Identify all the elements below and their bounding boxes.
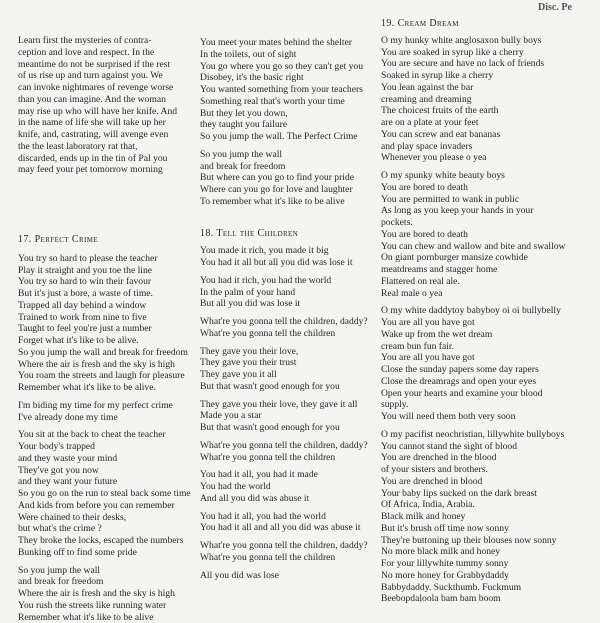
lyric-line: You had it all, you had the world xyxy=(200,511,380,523)
lyric-line: The choicest fruits of the earth xyxy=(381,105,596,117)
lyric-line: I've already done my time xyxy=(18,412,196,424)
lyric-line: and they waste your mind xyxy=(18,453,196,465)
lyric-line: meantime do not be surprised if the rest xyxy=(18,59,196,71)
lyric-line: What're you gonna tell the children xyxy=(200,328,380,340)
lyric-line: are on a plate at your feet xyxy=(381,117,596,129)
lyric-line: You go where you go so they can't get you xyxy=(200,61,380,73)
lyric-line: Where the air is fresh and the sky is high xyxy=(18,588,196,600)
lyric-line: But all you did was lose it xyxy=(200,298,380,310)
lyric-line: You can chew and wallow and bite and swallow xyxy=(381,241,596,253)
lyric-line: You had it all and all you did was abuse it xyxy=(200,522,380,534)
stanza xyxy=(200,540,380,564)
lyric-line: Remember what it's like to be alive. xyxy=(18,382,196,394)
lyric-line: You are bored to death xyxy=(381,229,596,241)
lyric-line: You are bored to death xyxy=(381,182,596,194)
perfect-crime-lyrics xyxy=(18,253,196,623)
lyric-line: supply. xyxy=(381,399,596,411)
stanza xyxy=(200,245,380,269)
lyric-line: ception and love and respect. In the xyxy=(18,47,196,59)
lyric-line: knife, and, castrating, will avenge even xyxy=(18,129,196,141)
lyric-line: But it's brush off time now sonny xyxy=(381,523,596,535)
stanza xyxy=(200,149,380,208)
stanza xyxy=(200,346,380,393)
lyric-line: Soaked in syrup like a cherry xyxy=(381,70,596,82)
cream-dream-lyrics xyxy=(381,35,596,605)
stanza xyxy=(200,570,380,582)
lyric-line: You are permitted to wank in public xyxy=(381,194,596,206)
lyric-line: They've got you now xyxy=(18,465,196,477)
lyric-line: Open your hearts and examine your blood xyxy=(381,388,596,400)
lyric-line: So you jump the wall xyxy=(18,565,196,577)
lyric-line: What're you gonna tell the children xyxy=(200,552,380,564)
lyric-line: and play space invaders xyxy=(381,141,596,153)
lyric-line: You had the world xyxy=(200,481,380,493)
lyric-line: So you jump the wall xyxy=(200,149,380,161)
column-right xyxy=(381,18,596,605)
lyric-line: They gave you their love, they gave it all xyxy=(200,399,380,411)
lyric-line: O my pacifist neochristian, lillywhite bullyboys xyxy=(381,429,596,441)
lyric-line: Close the sunday papers some day rapers xyxy=(381,364,596,376)
lyric-line: Trapped all day behind a window xyxy=(18,300,196,312)
lyric-line: But it's just a bore, a waste of time. xyxy=(18,288,196,300)
lyric-line: Beebopdaloola bam bam boom xyxy=(381,593,596,605)
stanza xyxy=(18,565,196,623)
lyric-line: the the least laboratory rat that, xyxy=(18,141,196,153)
song-heading-perfect-crime: 17. Perfect Crime xyxy=(18,234,196,246)
lyric-line: You are soaked in syrup like a cherry xyxy=(381,47,596,59)
lyric-line: They broke the locks, escaped the numbers xyxy=(18,535,196,547)
lyric-line: What're you gonna tell the children xyxy=(200,452,380,464)
lyric-line: cream bun fun fair. xyxy=(381,341,596,353)
lyric-line: You wanted something from your teachers xyxy=(200,84,380,96)
lyric-line: Disobey, it's the basic right xyxy=(200,72,380,84)
lyric-line: Black milk and honey xyxy=(381,511,596,523)
stanza xyxy=(18,429,196,558)
lyric-line: To remember what it's like to be alive xyxy=(200,196,380,208)
lyric-line: So you jump the wall. The Perfect Crime xyxy=(200,131,380,143)
stanza xyxy=(18,253,196,394)
lyric-line: No more black milk and honey xyxy=(381,546,596,558)
lyric-line: Learn first the mysteries of contra- xyxy=(18,35,196,47)
lyric-line: You are all you have got xyxy=(381,352,596,364)
stanza xyxy=(200,511,380,535)
lyric-line: On giant pornburger mansize cowhide xyxy=(381,252,596,264)
lyric-line: Taught to feel you're just a number xyxy=(18,323,196,335)
lyric-line: But that wasn't good enough for you xyxy=(200,381,380,393)
lyric-line: Your baby lips sucked on the dark breast xyxy=(381,488,596,500)
lyric-line: In the palm of your hand xyxy=(200,287,380,299)
lyric-line: You try so hard to please the teacher xyxy=(18,253,196,265)
lyric-line: Bunking off to find some pride xyxy=(18,547,196,559)
lyric-line: And all you did was abuse it xyxy=(200,493,380,505)
lyric-line: of us rise up and turn against you. We xyxy=(18,70,196,82)
stanza xyxy=(381,305,596,423)
lyric-line: may feed your pet tomorrow morning xyxy=(18,164,196,176)
lyric-line: Were chained to their desks, xyxy=(18,512,196,524)
lyric-line: You made it rich, you made it big xyxy=(200,245,380,257)
lyric-line: and break for freedom xyxy=(200,161,380,173)
lyric-line: O my white daddytoy babyboy oi oi bullybelly xyxy=(381,305,596,317)
lyric-line: You are drenched in blood xyxy=(381,476,596,488)
lyric-line: In the toilets, out of sight xyxy=(200,49,380,61)
song-heading-tell-the-children: 18. Tell the Children xyxy=(200,228,380,240)
stanza xyxy=(381,35,596,164)
lyric-line: And kids from before you can remember xyxy=(18,500,196,512)
lyric-line: You will need them both very soon xyxy=(381,411,596,423)
lyric-line: But where can you go to find your pride xyxy=(200,172,380,184)
stanza xyxy=(200,37,380,143)
lyric-line: pockets. xyxy=(381,217,596,229)
lyric-line: You can screw and eat bananas xyxy=(381,129,596,141)
lyric-line: meatdreams and stagger home xyxy=(381,264,596,276)
lyric-line: I'm biding my time for my perfect crime xyxy=(18,400,196,412)
lyric-line: You had it rich, you had the world xyxy=(200,275,380,287)
lyric-line: they taught you failure xyxy=(200,119,380,131)
lyric-line: Something real that's worth your time xyxy=(200,96,380,108)
lyric-line: Your body's trapped xyxy=(18,441,196,453)
lyric-line: You are all you have got xyxy=(381,317,596,329)
stanza xyxy=(381,170,596,299)
stanza xyxy=(200,469,380,504)
song-heading-cream-dream: 19. Cream Dream xyxy=(381,18,596,30)
lyric-line: discarded, ends up in the tin of Pal you xyxy=(18,153,196,165)
lyric-line: What're you gonna tell the children, daddy? xyxy=(200,440,380,452)
lyric-line: Trained to work from nine to five xyxy=(18,312,196,324)
lyric-line: creaming and dreaming xyxy=(381,94,596,106)
lyric-line: Close the dreamrags and open your eyes xyxy=(381,376,596,388)
lyric-line: in the name of life she will take up her xyxy=(18,117,196,129)
perfect-crime-lyrics-continued xyxy=(200,37,380,208)
lyric-line: But they let you down, xyxy=(200,108,380,120)
lyric-line: All you did was lose xyxy=(200,570,380,582)
corner-page-text: Disc. Pe xyxy=(538,2,572,13)
lyric-line: They gave you their trust xyxy=(200,357,380,369)
lyric-line: Made you a star xyxy=(200,410,380,422)
lyric-line: What're you gonna tell the children, daddy? xyxy=(200,316,380,328)
lyric-line: Wake up from the wet dream xyxy=(381,329,596,341)
column-middle xyxy=(200,37,380,581)
column-left xyxy=(18,35,196,623)
lyric-line: You are secure and have no lack of friends xyxy=(381,58,596,70)
lyric-line: Whenever you please o yea xyxy=(381,152,596,164)
intro-paragraph xyxy=(18,35,196,176)
stanza xyxy=(381,429,596,605)
lyric-line: You rush the streets like running water xyxy=(18,600,196,612)
lyric-line: Of Africa, India, Arabia. xyxy=(381,499,596,511)
lyric-line: Babbydaddy. Suckthumb. Fuckmum xyxy=(381,582,596,594)
stanza xyxy=(200,440,380,464)
stanza xyxy=(200,399,380,434)
lyric-line: So you jump the wall and break for freedom xyxy=(18,347,196,359)
lyric-line: O my hunky white anglosaxon bully boys xyxy=(381,35,596,47)
lyric-line: You try so hard to win their favour xyxy=(18,276,196,288)
lyric-line: may rise up who will have her knife. And xyxy=(18,106,196,118)
lyric-line: can invoke nightmares of revenge worse xyxy=(18,82,196,94)
lyric-line: than you can imagine. And the woman xyxy=(18,94,196,106)
lyric-line: You cannot stand the sight of blood xyxy=(381,441,596,453)
lyric-line: of your sisters and brothers. xyxy=(381,464,596,476)
lyric-line: but what's the crime ? xyxy=(18,523,196,535)
lyric-line: You meet your mates behind the shelter xyxy=(200,37,380,49)
lyric-line: Remember what it's like to be alive xyxy=(18,612,196,623)
lyric-line: You had it all, you had it made xyxy=(200,469,380,481)
lyric-line: O my spunky white beauty boys xyxy=(381,170,596,182)
stanza xyxy=(200,316,380,340)
lyric-line: and they want your future xyxy=(18,476,196,488)
lyric-line: But that wasn't good enough for you xyxy=(200,422,380,434)
lyric-line: Real male o yea xyxy=(381,288,596,300)
lyric-line: Forget what it's like to be alive. xyxy=(18,335,196,347)
lyric-line: They gave you it all xyxy=(200,369,380,381)
stanza xyxy=(18,400,196,424)
lyric-line: Play it straight and you toe the line xyxy=(18,265,196,277)
lyric-line: So you go on the run to steal back some time xyxy=(18,488,196,500)
lyric-line: For your lillywhite tummy sonny xyxy=(381,558,596,570)
tell-the-children-lyrics xyxy=(200,245,380,581)
lyric-line: Where the air is fresh and the sky is high xyxy=(18,359,196,371)
lyric-line: As long as you keep your hands in your xyxy=(381,205,596,217)
lyric-line: You roam the streets and laugh for pleasure xyxy=(18,370,196,382)
lyric-line: What're you gonna tell the children, daddy? xyxy=(200,540,380,552)
lyric-line: They gave you their love, xyxy=(200,346,380,358)
lyric-line: You are drenched in the blood xyxy=(381,452,596,464)
lyric-line: You lean against the bar xyxy=(381,82,596,94)
lyric-line: You had it all but all you did was lose it xyxy=(200,257,380,269)
lyric-line: No more honey for Grabbydaddy xyxy=(381,570,596,582)
stanza xyxy=(200,275,380,310)
lyric-line: Where can you go for love and laughter xyxy=(200,184,380,196)
lyric-line: You sit at the back to cheat the teacher xyxy=(18,429,196,441)
lyric-line: Flattered on real ale. xyxy=(381,276,596,288)
lyric-line: They're buttoning up their blouses now sonny xyxy=(381,535,596,547)
lyric-line: and break for freedom xyxy=(18,576,196,588)
